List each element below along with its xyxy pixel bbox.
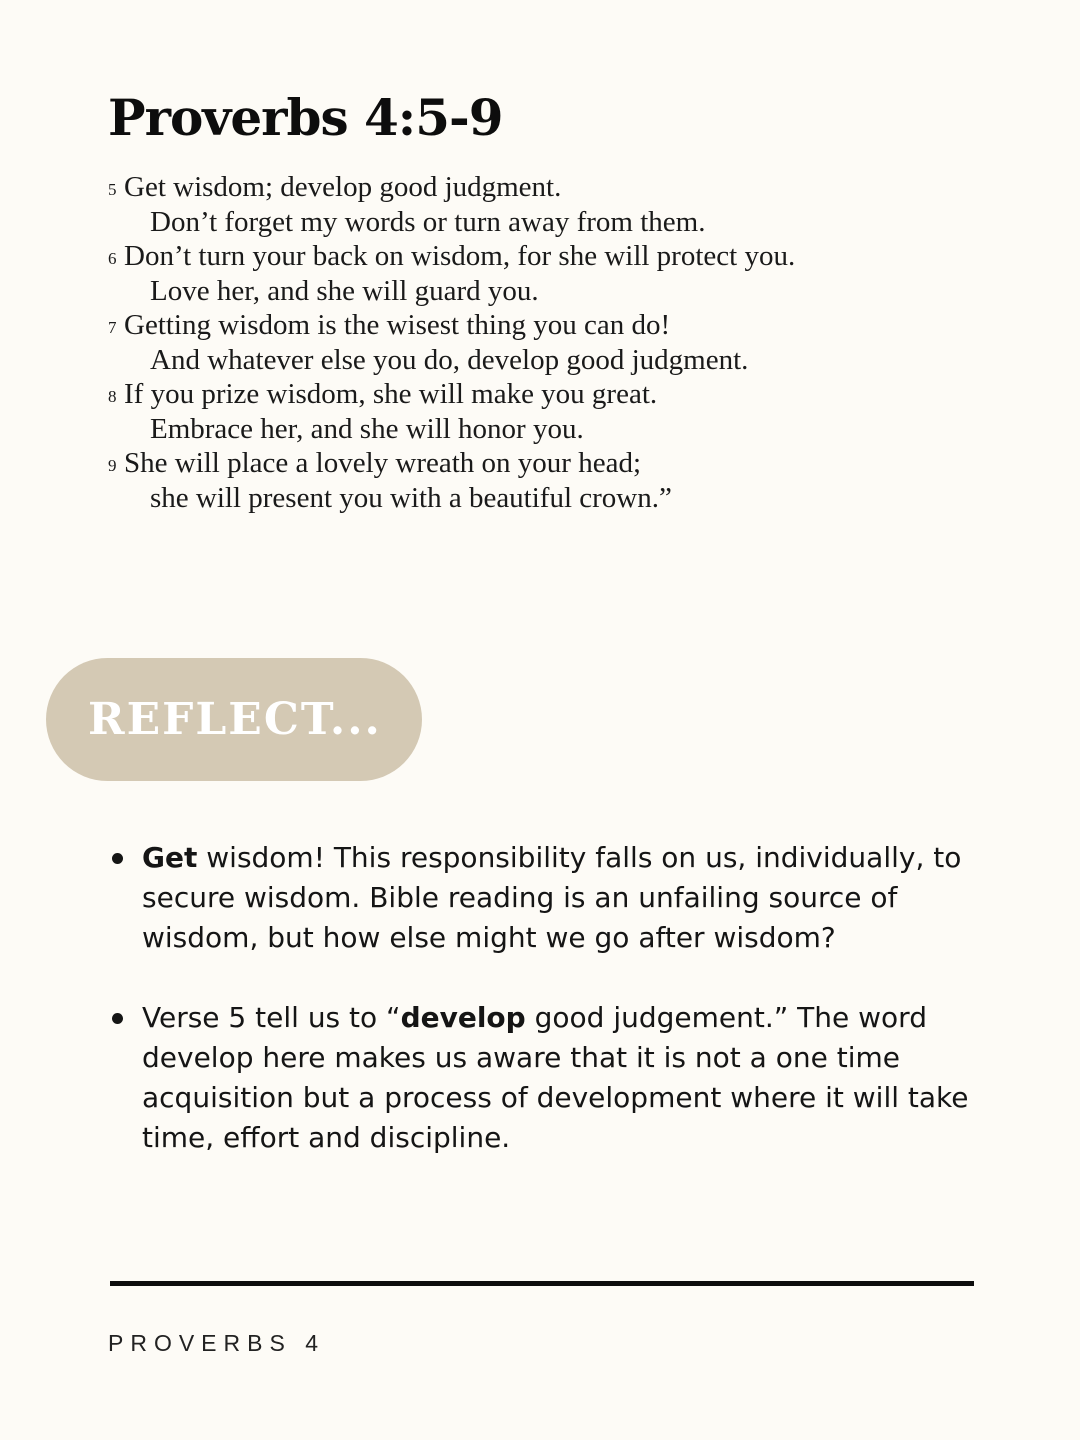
verse-line-indent: Don’t forget my words or turn away from them.	[150, 205, 706, 238]
divider	[110, 1281, 974, 1286]
verse-number: 6	[108, 249, 117, 268]
verse-text: If you prize wisdom, she will make you great.	[124, 378, 658, 410]
verse-line	[108, 170, 1008, 205]
verse-line-indent: And whatever else you do, develop good judgment.	[150, 343, 749, 376]
footer-label: PROVERBS 4	[108, 1330, 325, 1356]
page-title: Proverbs 4:5-9	[108, 88, 503, 147]
reflect-pill	[46, 658, 422, 781]
verse-9	[108, 446, 1008, 515]
verse-text: Don’t turn your back on wisdom, for she will protect you.	[124, 240, 796, 272]
verse-line-indent: she will present you with a beautiful crown.”	[150, 481, 672, 514]
scripture-passage	[108, 170, 1008, 515]
verse-number: 7	[108, 318, 117, 337]
verse-7	[108, 308, 1008, 377]
list-item	[108, 838, 988, 958]
verse-5	[108, 170, 1008, 239]
reflect-label: REFLECT...	[88, 694, 382, 745]
bullet-text: wisdom! This responsibility falls on us, individually, to secure wisdom. Bible reading is an unfailing source of wisdom, but how else might we go after wisdom?	[142, 841, 962, 954]
verse-number: 9	[108, 456, 117, 475]
verse-text: Get wisdom; develop good judgment.	[124, 171, 562, 203]
verse-number: 8	[108, 387, 117, 406]
verse-line	[108, 308, 1008, 343]
verse-text: She will place a lovely wreath on your head;	[124, 447, 642, 479]
bullet-bold-text: Get	[142, 841, 198, 874]
verse-line	[108, 446, 1008, 481]
verse-line-indent: Embrace her, and she will honor you.	[150, 412, 584, 445]
reflection-list	[108, 838, 988, 1198]
verse-line	[108, 239, 1008, 274]
verse-6	[108, 239, 1008, 308]
verse-8	[108, 377, 1008, 446]
verse-text: Getting wisdom is the wisest thing you can do!	[124, 309, 671, 341]
bullet-icon	[112, 853, 123, 864]
bullet-icon	[112, 1013, 123, 1024]
bullet-bold-text: develop	[400, 1001, 526, 1034]
verse-line-indent: Love her, and she will guard you.	[150, 274, 539, 307]
list-item	[108, 998, 988, 1158]
bullet-text: good judgement.” The word develop here makes us aware that it is not a one time acquisition but a process of development where it will take time, effort and discipline.	[142, 1001, 969, 1154]
verse-line	[108, 377, 1008, 412]
verse-number: 5	[108, 180, 117, 199]
bullet-text-lead: Verse 5 tell us to “	[142, 1001, 401, 1034]
